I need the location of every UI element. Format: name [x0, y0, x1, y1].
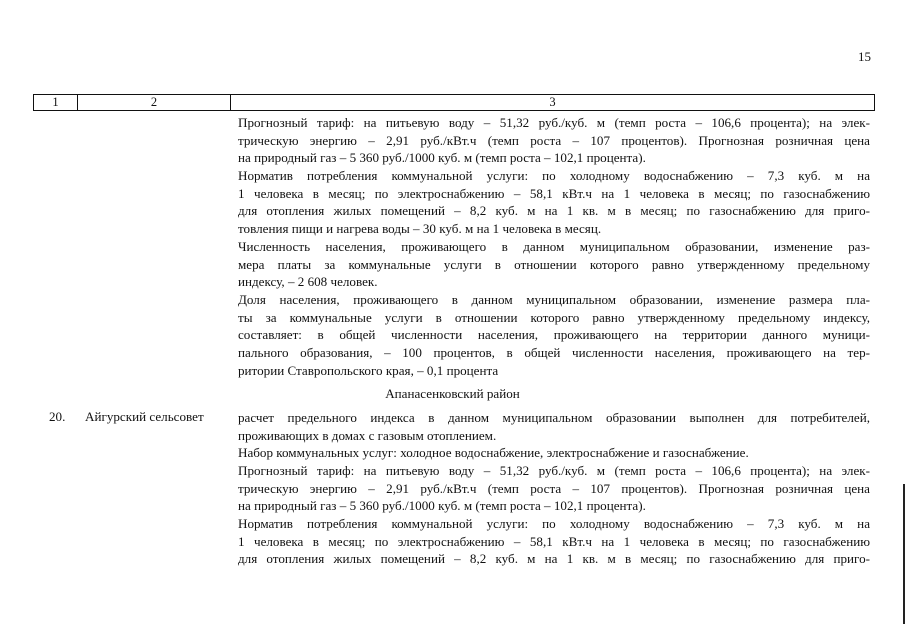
- text-line: Прогнозный тариф: на питьевую воду – 51,32 руб./куб. м (темп роста – 106,6 процента); на элек-: [238, 463, 870, 478]
- text-line: трическую энергию – 2,91 руб./кВт.ч (темп роста – 107 процентов). Прогнозная розничная цена: [238, 480, 870, 496]
- text-line: 1 человека в месяц; по электроснабжению – 58,1 кВт.ч на 1 человека в месяц; по газоснабжению: [238, 533, 870, 549]
- text-line: ритории Ставропольского края, – 0,1 процента: [238, 362, 499, 378]
- calc-paragraph: [238, 409, 870, 444]
- text-line: Набор коммунальных услуг: холодное водоснабжение, электроснабжение и газоснабжение.: [238, 445, 749, 460]
- text-line: Прогнозный тариф: на питьевую воду – 51,32 руб./куб. м (темп роста – 106,6 процента); на элек-: [238, 115, 870, 130]
- text-line: на природный газ – 5 360 руб./1000 куб. м (темп роста – 102,1 процента).: [238, 150, 646, 166]
- text-line: проживающих в домах с газовым отоплением.: [238, 427, 497, 443]
- text-line: Численность населения, проживающего в данном муниципальном образовании, изменение раз-: [238, 239, 870, 254]
- page-number: 15: [858, 49, 871, 64]
- text-line: индексу, – 2 608 человек.: [238, 274, 378, 290]
- text-line: Норматив потребления коммунальной услуги: по холодному водоснабжению – 7,3 куб. м на: [238, 516, 870, 531]
- text-line: для отопления жилых помещений – 8,2 куб. м на 1 кв. м в месяц; по газоснабжению для приго-: [238, 551, 870, 567]
- norm-paragraph: [238, 167, 870, 238]
- municipality-name: Айгурский сельсовет: [85, 409, 204, 424]
- text-line: 1 человека в месяц; по электроснабжению – 58,1 кВт.ч на 1 человека в месяц; по газоснабжению: [238, 185, 870, 201]
- row-number: 20.: [49, 409, 66, 424]
- text-line: трическую энергию – 2,91 руб./кВт.ч (темп роста – 107 процентов). Прогнозная розничная цена: [238, 132, 870, 148]
- text-line: расчет предельного индекса в данном муниципальном образовании выполнен для потребителей,: [238, 410, 870, 425]
- share-paragraph: [238, 291, 870, 380]
- column-header-2: 2: [78, 95, 231, 110]
- text-line: ты за коммунальные услуги в отношении которого равно утвержденному предельному индексу,: [238, 309, 870, 325]
- section-heading: Апанасенковский район: [385, 386, 520, 401]
- column-header-3: 3: [549, 95, 556, 109]
- row20-tariff-paragraph: [238, 462, 870, 515]
- services-set-paragraph: [238, 444, 870, 462]
- text-line: составляет: в общей численности населения, проживающего на территории данного муници-: [238, 327, 870, 343]
- row20-norm-paragraph: [238, 515, 870, 568]
- table-header-row: [33, 94, 875, 111]
- text-line: Доля населения, проживающего в данном муниципальном образовании, изменение размера пла-: [238, 292, 870, 307]
- column-header-1: 1: [34, 95, 78, 110]
- text-line: товления пищи и нагрева воды – 30 куб. м на 1 человека в месяц.: [238, 221, 602, 237]
- population-paragraph: [238, 238, 870, 291]
- text-line: для отопления жилых помещений – 8,2 куб. м на 1 кв. м в месяц; по газоснабжению для приго-: [238, 203, 870, 219]
- tariff-paragraph: [238, 114, 870, 167]
- text-line: мера платы за коммунальные услуги в отношении которого равно утвержденному предельному: [238, 256, 870, 272]
- text-line: пального образования, – 100 процентов, в общей численности населения, проживающего на тер-: [238, 345, 870, 361]
- text-line: Норматив потребления коммунальной услуги: по холодному водоснабжению – 7,3 куб. м на: [238, 168, 870, 183]
- text-line: на природный газ – 5 360 руб./1000 куб. м (темп роста – 102,1 процента).: [238, 498, 646, 514]
